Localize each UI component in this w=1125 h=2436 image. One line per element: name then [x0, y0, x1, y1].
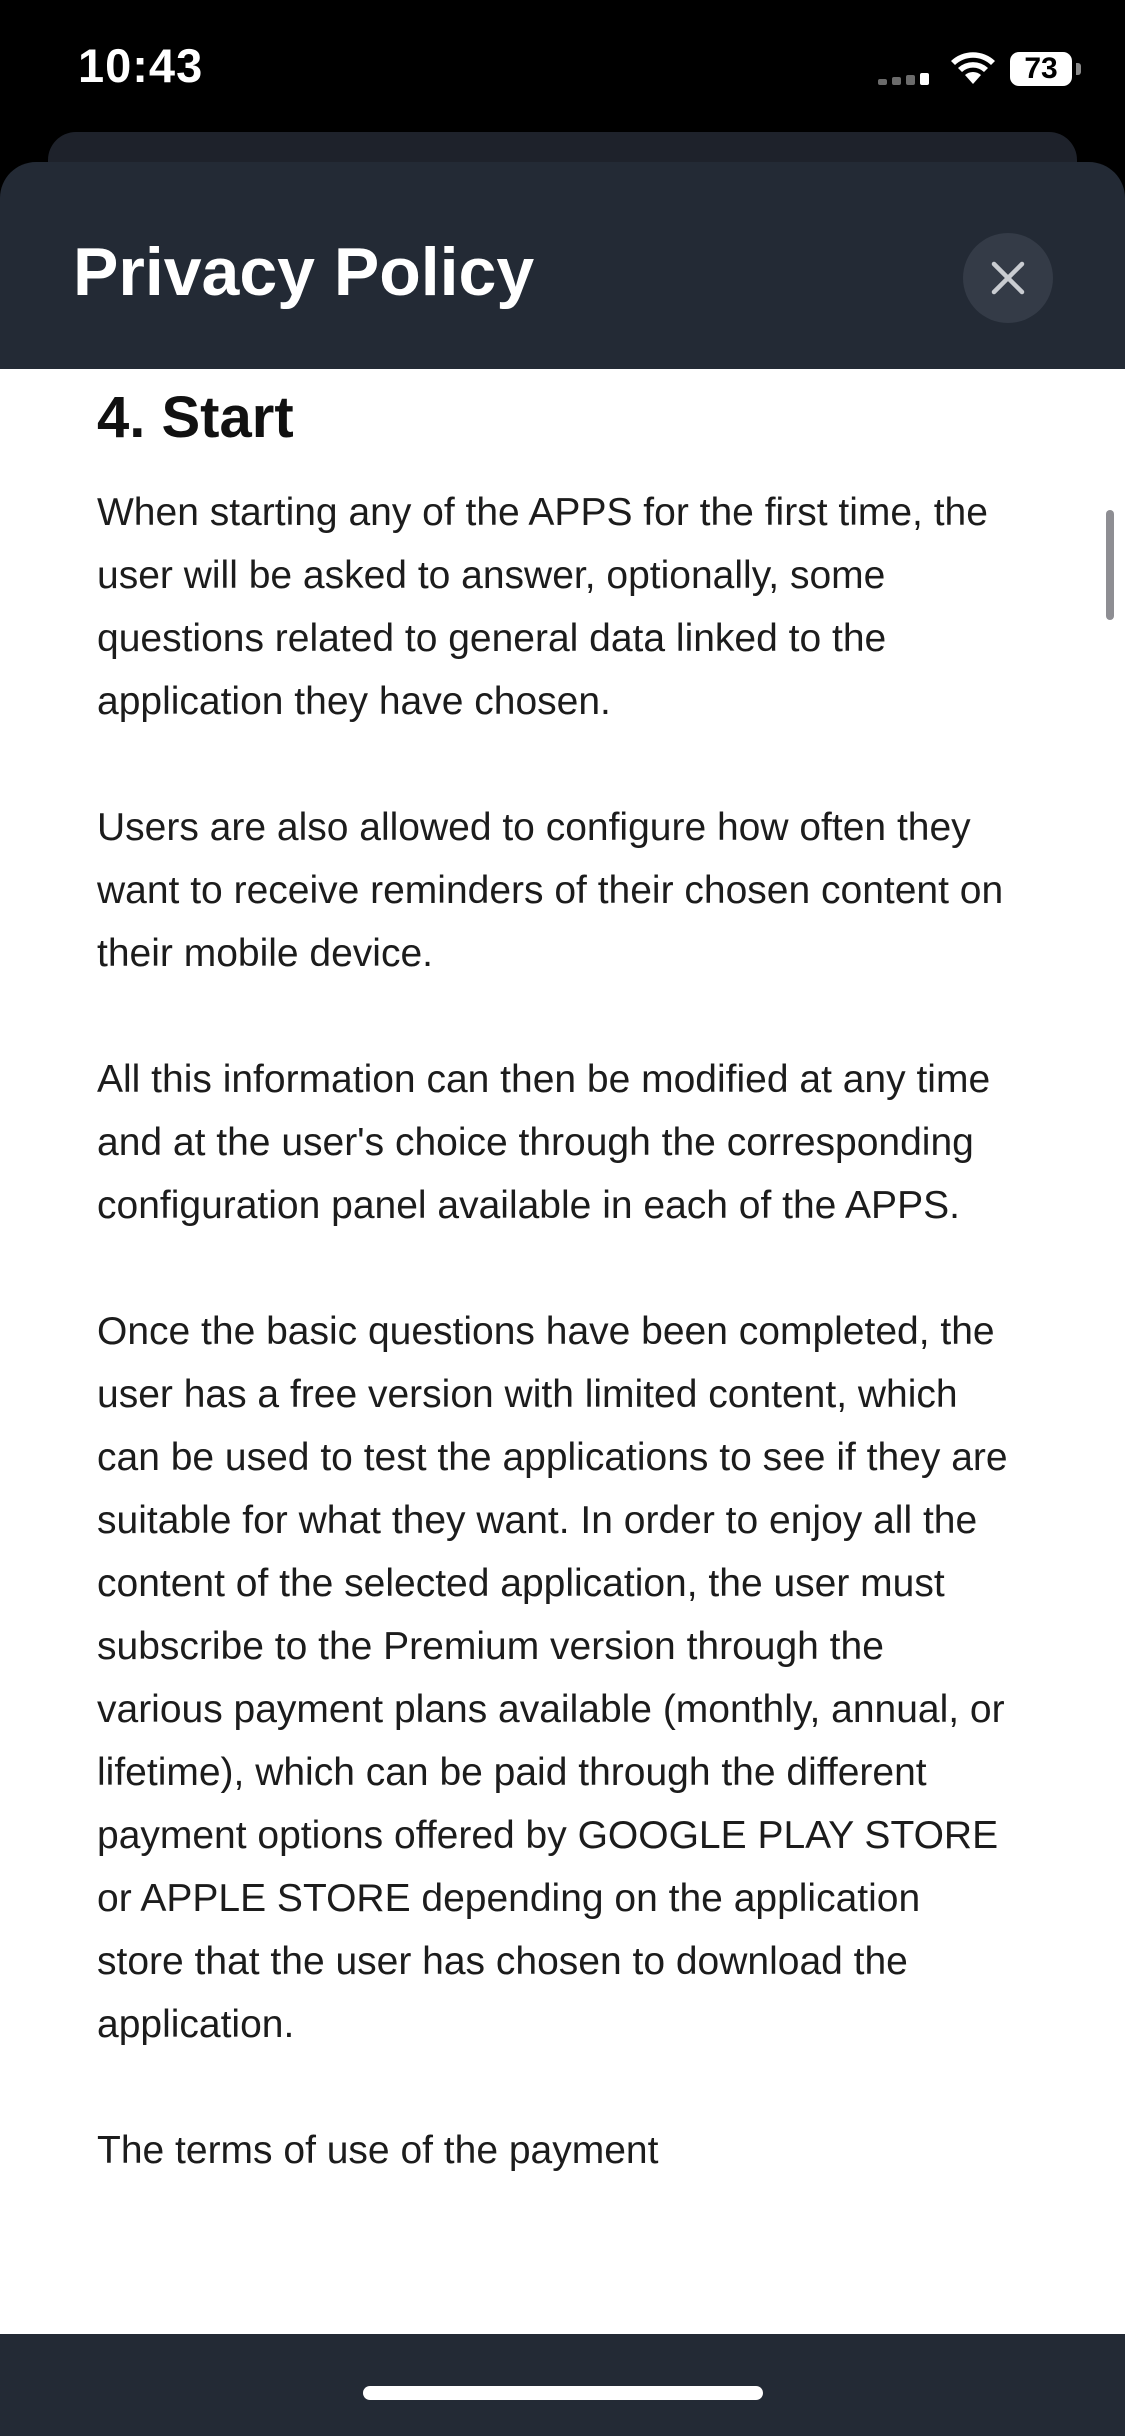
section-title: 4. Start — [97, 385, 294, 450]
wifi-icon — [950, 50, 996, 86]
close-button[interactable] — [963, 233, 1053, 323]
cellular-signal-icon — [878, 73, 932, 85]
paragraph-configuration: All this information can then be modified at any time and at the user's choice through the corresponding configuration panel available in each of the APPS. — [97, 1058, 991, 1227]
paragraph-premium: Once the basic questions have been completed, the user has a free version with limited content, which can be used to test the applications to see if they are suitable for what they want. In order to enjoy all the content of the selected application, the user must subscribe to the Premium version through the various payment plans available (monthly, annual, or lifetime), which can be paid through the different payment options offered by GOOGLE PLAY STORE or APPLE STORE depending on the application store that the user has chosen to download the application. — [97, 1310, 1008, 2046]
home-indicator[interactable] — [363, 2386, 763, 2400]
status-bar — [0, 0, 1125, 135]
status-time: 10:43 — [78, 39, 204, 92]
sheet-header — [0, 162, 1125, 369]
page-title: Privacy Policy — [73, 234, 535, 310]
battery-icon: 73 — [1010, 52, 1072, 86]
close-icon — [990, 260, 1026, 296]
bottom-bar — [0, 2334, 1125, 2436]
paragraph-payment-terms: The terms of use of the payment — [97, 2129, 659, 2172]
paragraph-reminders: Users are also allowed to configure how often they want to receive reminders of their chosen content on their mobile device. — [97, 806, 1004, 975]
scrollbar[interactable] — [1106, 510, 1114, 620]
paragraph-start: When starting any of the APPS for the first time, the user will be asked to answer, optionally, some questions related to general data linked to the application they have chosen. — [97, 491, 988, 723]
policy-content[interactable] — [0, 369, 1125, 2334]
battery-cap — [1076, 63, 1081, 75]
policy-text — [97, 385, 1017, 2245]
